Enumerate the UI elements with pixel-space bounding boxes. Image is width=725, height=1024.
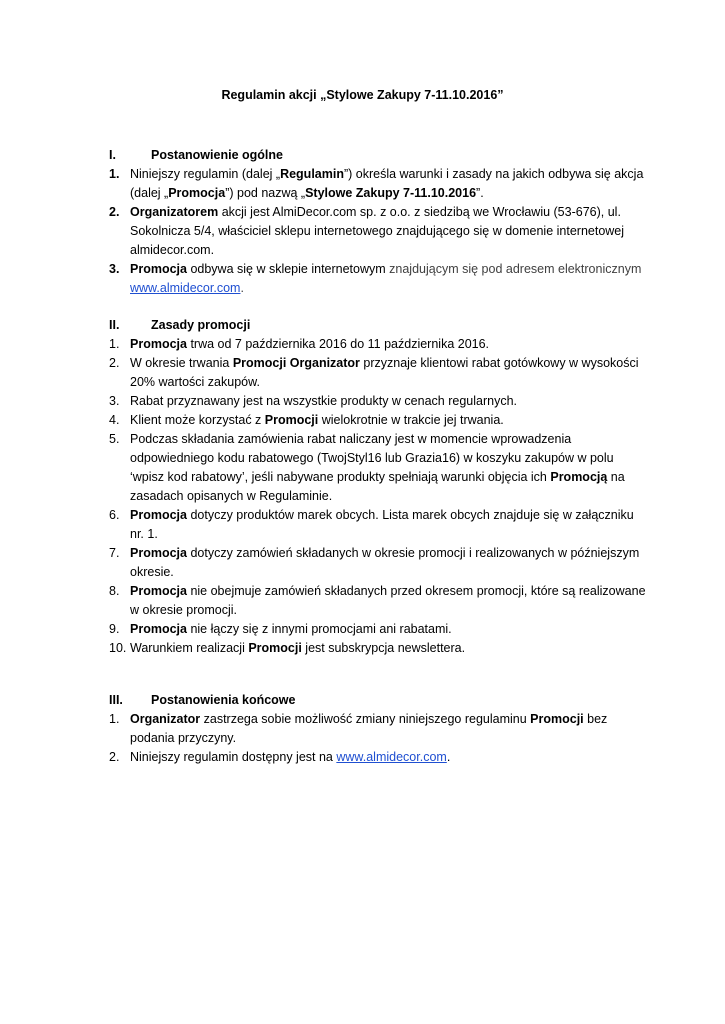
- list-item-number: 10.: [109, 641, 127, 655]
- section-number: II.: [109, 318, 120, 332]
- bold-term: Stylowe Zakupy 7-11.10.2016: [305, 186, 477, 200]
- bold-term: Promocji: [248, 641, 302, 655]
- list-item: [109, 165, 649, 203]
- text-run: odbywa się w sklepie internetowym: [186, 262, 390, 276]
- list-item-text: [130, 712, 607, 745]
- text-run: .: [240, 281, 244, 295]
- list-item-number: 1.: [109, 167, 120, 181]
- list-item: [109, 411, 649, 430]
- document-title: Regulamin akcji „Stylowe Zakupy 7-11.10.2016”: [221, 88, 504, 102]
- text-run: akcji jest AlmiDecor.com sp. z o.o. z siedzibą we Wrocławiu (53-676), ul. Sokolnicza 5/4, właściciel sklepu internetowego znajdującego się w domenie internetowej almidecor.com.: [130, 205, 625, 257]
- text-run: Klient może korzystać z: [130, 413, 265, 427]
- text-run: W okresie trwania: [130, 356, 233, 370]
- text-run: Niniejszy regulamin (dalej „: [130, 167, 281, 181]
- section-final-provisions: [109, 691, 649, 767]
- section-promotion-rules: [109, 316, 649, 658]
- section-items: [109, 710, 649, 767]
- list-item-text: [130, 356, 639, 389]
- text-run: dotyczy produktów marek obcych. Lista marek obcych znajduje się w załączniku nr. 1.: [130, 508, 634, 541]
- list-item: [109, 260, 649, 298]
- list-item-text: [130, 622, 452, 636]
- list-item: [109, 203, 649, 260]
- text-run: dotyczy zamówień składanych w okresie promocji i realizowanych w późniejszym okresie.: [130, 546, 640, 579]
- list-item-number: 1.: [109, 337, 120, 351]
- text-run: ”.: [476, 186, 484, 200]
- list-item-number: 2.: [109, 205, 120, 219]
- list-item-number: 2.: [109, 750, 120, 764]
- bold-term: Promocja: [130, 508, 187, 522]
- bold-term: Promocji: [530, 712, 584, 726]
- list-item: [109, 710, 649, 748]
- list-item: [109, 582, 649, 620]
- bold-term: Promocji: [264, 413, 319, 427]
- list-item-text: [130, 394, 517, 408]
- section-title: Postanowienie ogólne: [151, 148, 283, 162]
- section-number: I.: [109, 148, 116, 162]
- section-title: Postanowienia końcowe: [151, 693, 296, 707]
- list-item: [109, 620, 649, 639]
- bold-term: Promocją: [550, 470, 608, 484]
- section-general-provisions: [109, 146, 649, 298]
- text-run: Warunkiem realizacji: [130, 641, 249, 655]
- list-item-text: [130, 641, 465, 655]
- text-run: bez podania przyczyny.: [130, 712, 608, 745]
- list-item-number: 7.: [109, 546, 120, 560]
- list-item: [109, 748, 649, 767]
- list-item: [109, 430, 649, 506]
- bold-term: Promocja: [130, 337, 187, 351]
- list-item: [109, 506, 649, 544]
- list-item-number: 8.: [109, 584, 120, 598]
- section-heading: [109, 316, 649, 335]
- list-item-text: [130, 413, 504, 427]
- list-item-text: [130, 584, 646, 617]
- bold-term: Organizatorem: [130, 205, 219, 219]
- section-number: III.: [109, 693, 123, 707]
- bold-term: Promocji Organizator: [232, 356, 360, 370]
- list-item-text: [130, 508, 634, 541]
- list-item-number: 3.: [109, 394, 120, 408]
- list-item-text: [130, 337, 489, 351]
- list-item: [109, 392, 649, 411]
- section-heading: [109, 146, 649, 165]
- text-run: znajdującym się pod adresem elektronicznym: [389, 262, 642, 276]
- list-item-text: [130, 262, 641, 295]
- list-item-number: 5.: [109, 432, 120, 446]
- section-heading: [109, 691, 649, 710]
- text-run: Rabat przyznawany jest na wszystkie produkty w cenach regularnych.: [130, 394, 517, 408]
- list-item: [109, 354, 649, 392]
- list-item-text: [130, 546, 639, 579]
- bold-term: Organizator: [130, 712, 201, 726]
- section-items: [109, 165, 649, 298]
- list-item: [109, 544, 649, 582]
- text-run: zastrzega sobie możliwość zmiany niniejszego regulaminu: [200, 712, 531, 726]
- website-link[interactable]: www.almidecor.com: [130, 281, 241, 295]
- text-run: przyznaje klientowi rabat gotówkowy w wysokości 20% wartości zakupów.: [130, 356, 639, 389]
- bold-term: Promocja: [130, 262, 187, 276]
- list-item-text: [130, 750, 450, 764]
- text-run: trwa od 7 października 2016 do 11 października 2016.: [186, 337, 490, 351]
- list-item: [109, 335, 649, 354]
- text-run: jest subskrypcja newslettera.: [301, 641, 466, 655]
- text-run: nie obejmuje zamówień składanych przed okresem promocji, które są realizowane w okresie promocji.: [130, 584, 646, 617]
- text-run: Niniejszy regulamin dostępny jest na: [130, 750, 337, 764]
- list-item-number: 9.: [109, 622, 120, 636]
- text-run: nie łączy się z innymi promocjami ani rabatami.: [186, 622, 452, 636]
- list-item-number: 3.: [109, 262, 120, 276]
- text-run: Podczas składania zamówienia rabat naliczany jest w momencie wprowadzenia odpowiedniego kodu rabatowego (TwojStyl16 lub Grazia16) w koszyku zakupów w polu ‘wpisz kod rabatowy’, jeśli nabywane produkty spełniają warunki objęcia ich: [130, 432, 614, 484]
- text-run: na zasadach opisanych w Regulaminie.: [130, 470, 625, 503]
- list-item-number: 2.: [109, 356, 120, 370]
- bold-term: Promocja: [130, 546, 187, 560]
- text-run: wielokrotnie w trakcie jej trwania.: [318, 413, 504, 427]
- list-item-text: [130, 205, 624, 257]
- list-item-text: [130, 432, 625, 503]
- text-run: ”) pod nazwą „: [225, 186, 306, 200]
- bold-term: Promocja: [130, 622, 187, 636]
- bold-term: Regulamin: [280, 167, 344, 181]
- section-items: [109, 335, 649, 658]
- text-run: .: [446, 750, 451, 764]
- bold-term: Promocja: [130, 584, 187, 598]
- website-link[interactable]: www.almidecor.com: [336, 750, 447, 764]
- section-title: Zasady promocji: [151, 318, 251, 332]
- text-run: ”) określa warunki i zasady na jakich odbywa się akcja (dalej „: [130, 167, 644, 200]
- bold-term: Promocja: [168, 186, 226, 200]
- list-item-number: 1.: [109, 712, 120, 726]
- list-item: [109, 639, 649, 658]
- list-item-text: [130, 167, 643, 200]
- list-item-number: 4.: [109, 413, 120, 427]
- list-item-number: 6.: [109, 508, 120, 522]
